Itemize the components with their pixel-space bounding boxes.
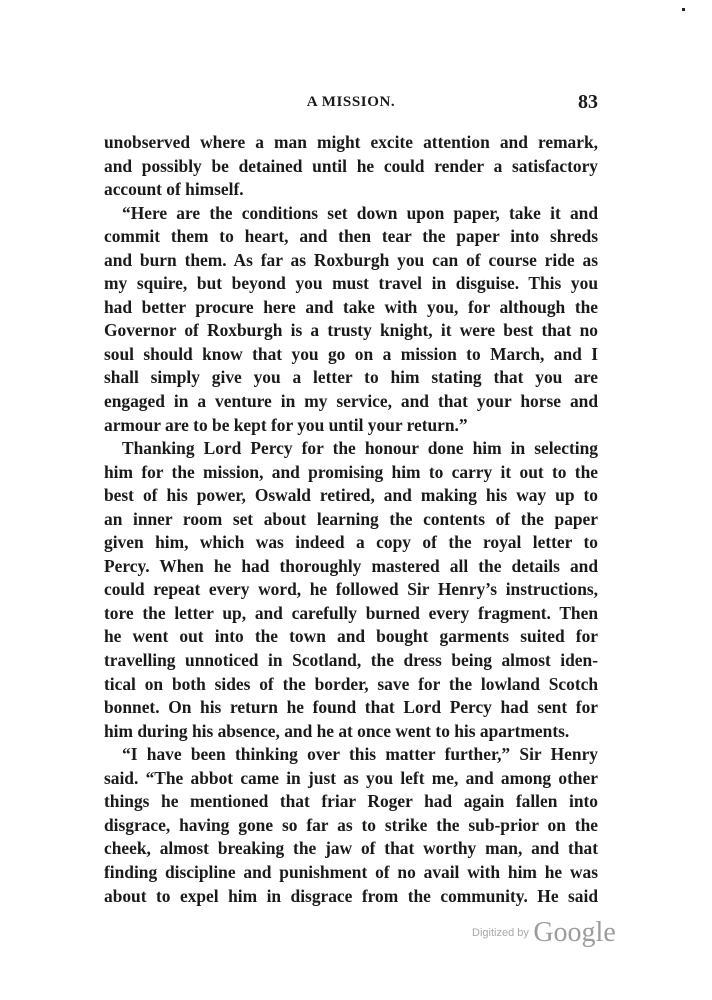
text-line: bonnet. On his return he found that Lord Percy had sent for bbox=[104, 697, 598, 718]
text-line: could repeat every word, he followed Sir Henry’s instructions, bbox=[104, 579, 598, 600]
text-line: Governor of Roxburgh is a trusty knight, it were best that no bbox=[104, 320, 598, 341]
text-line: “I have been thinking over this matter further,” Sir Henry bbox=[122, 744, 598, 765]
text-line: things he mentioned that friar Roger had again fallen into bbox=[104, 791, 598, 812]
text-line: shall simply give you a letter to him stating that you are bbox=[104, 367, 598, 388]
google-logo: Google bbox=[533, 917, 616, 948]
text-line: engaged in a venture in my service, and that your horse and bbox=[104, 391, 598, 412]
text-line: Thanking Lord Percy for the honour done him in selecting bbox=[122, 438, 598, 459]
text-line: tore the letter up, and carefully burned every fragment. Then bbox=[104, 602, 598, 623]
text-line: “Here are the conditions set down upon paper, take it and bbox=[122, 202, 598, 223]
digitized-by-google-watermark bbox=[472, 917, 616, 957]
text-line: cheek, almost breaking the jaw of that worthy man, and that bbox=[104, 838, 598, 859]
scan-mark bbox=[682, 8, 685, 11]
text-line: and burn them. As far as Roxburgh you can of course ride as bbox=[104, 249, 598, 270]
text-line: best of his power, Oswald retired, and making his way up to bbox=[104, 485, 598, 506]
text-line: travelling unnoticed in Scotland, the dress being almost iden- bbox=[104, 650, 598, 671]
watermark-prefix: Digitized by bbox=[472, 927, 529, 939]
text-line: finding discipline and punishment of no avail with him he was bbox=[104, 861, 598, 882]
text-line: soul should know that you go on a mission to March, and I bbox=[104, 343, 598, 364]
text-line: him during his absence, and he at once went to his apartments. bbox=[104, 720, 570, 741]
text-line: given him, which was indeed a copy of the royal letter to bbox=[104, 532, 598, 553]
text-line: armour are to be kept for you until your return.” bbox=[104, 414, 468, 435]
text-line: had better procure here and take with you, for although the bbox=[104, 296, 598, 317]
running-head bbox=[104, 91, 598, 118]
text-line: account of himself. bbox=[104, 179, 244, 200]
text-line: unobserved where a man might excite attention and remark, bbox=[104, 132, 598, 152]
text-line: said. “The abbot came in just as you left me, and among other bbox=[104, 767, 598, 788]
text-line: about to expel him in disgrace from the community. He said bbox=[104, 885, 598, 906]
text-line: an inner room set about learning the contents of the paper bbox=[104, 508, 598, 529]
text-line: and possibly be detained until he could render a satisfactory bbox=[104, 155, 598, 176]
page-number: 83 bbox=[578, 91, 598, 113]
running-title: A MISSION. bbox=[306, 94, 396, 110]
text-line: he went out into the town and bought garments suited for bbox=[104, 626, 598, 647]
text-line: disgrace, having gone so far as to strike the sub-prior on the bbox=[104, 814, 598, 835]
text-line: him for the mission, and promising him to carry it out to the bbox=[104, 461, 598, 482]
text-line: tical on both sides of the border, save for the lowland Scotch bbox=[104, 673, 598, 694]
body-text bbox=[104, 131, 598, 908]
text-line: my squire, but beyond you must travel in disguise. This you bbox=[104, 273, 598, 294]
text-line: Percy. When he had thoroughly mastered all the details and bbox=[104, 555, 598, 576]
text-line: commit them to heart, and then tear the paper into shreds bbox=[104, 226, 598, 247]
